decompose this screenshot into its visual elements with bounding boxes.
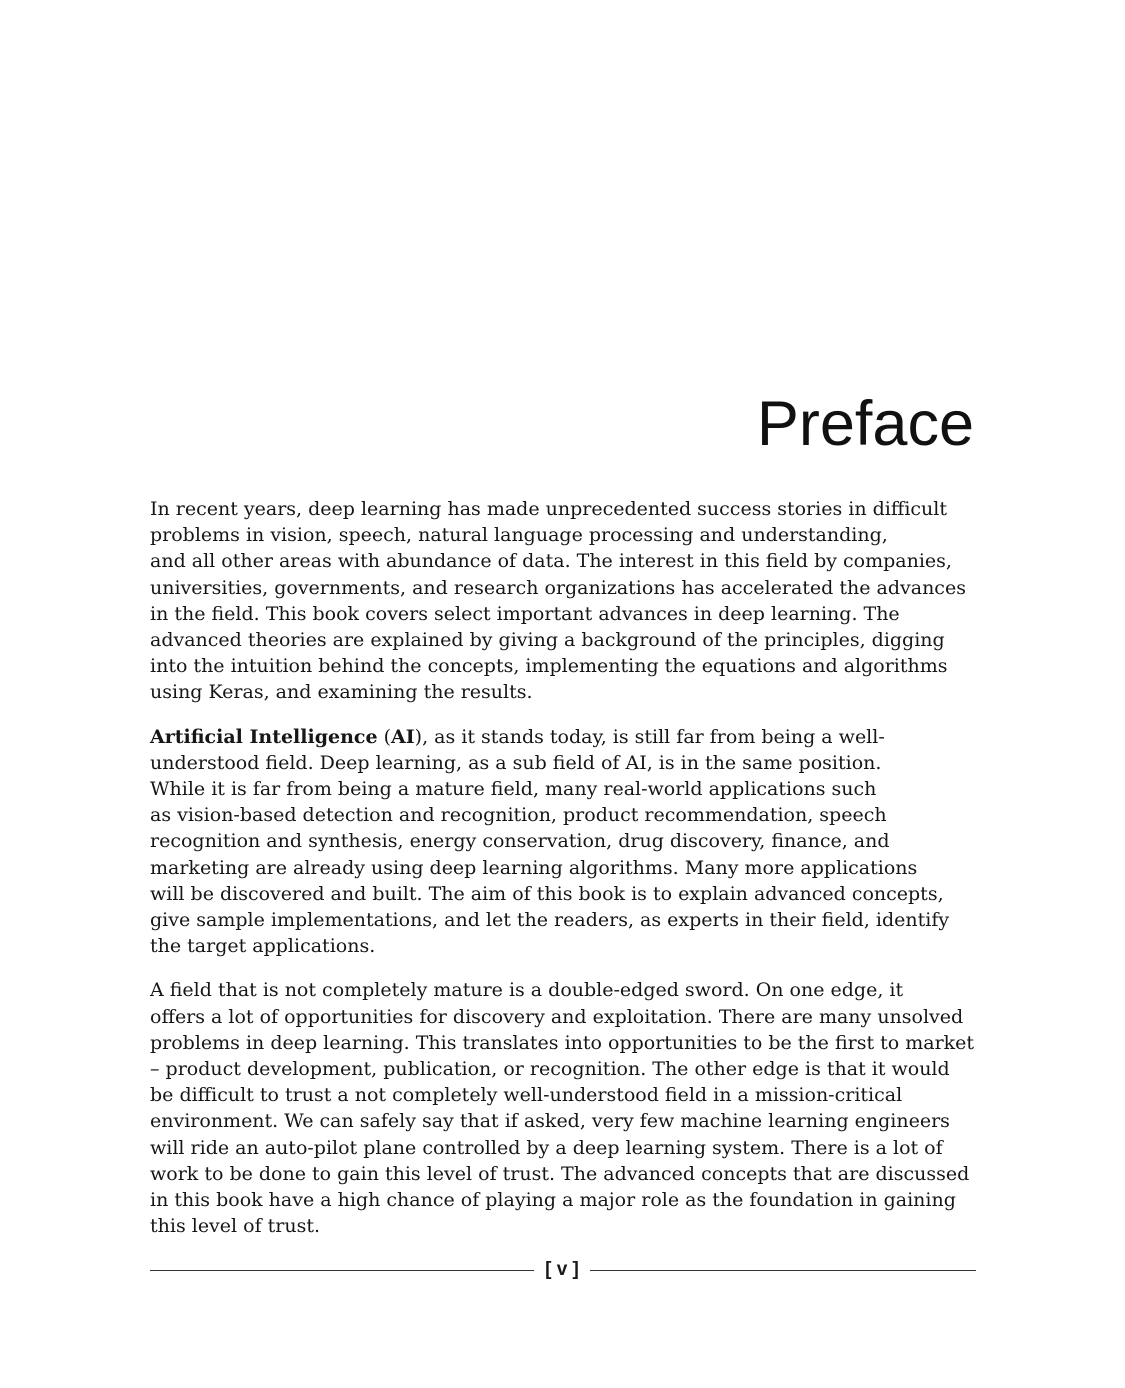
text-line: the target applications. [150,935,376,958]
text-line: in the field. This book covers select important advances in deep learning. The [150,602,900,625]
paragraph-1 [150,496,990,706]
text-line: – product development, publication, or recognition. The other edge is that it would [150,1058,950,1081]
text-line: While it is far from being a mature field, many real-world applications such [150,778,877,801]
footer-rule-right [590,1270,976,1271]
text-fragment: ), as it stands today, is still far from being a well- [414,725,885,748]
paragraph-3 [150,977,990,1239]
text-line: will be discovered and built. The aim of this book is to explain advanced concepts, [150,882,944,905]
page-title: Preface [756,389,974,459]
text-line: A field that is not completely mature is a double-edged sword. On one edge, it [150,979,904,1002]
text-line: marketing are already using deep learning algorithms. Many more applications [150,856,918,879]
text-line: using Keras, and examining the results. [150,681,533,704]
body-text [150,496,990,1257]
text-line: advanced theories are explained by giving a background of the principles, digging [150,629,945,652]
bold-abbreviation: AI [391,725,415,748]
text-line: will ride an auto-pilot plane controlled by a deep learning system. There is a lot of [150,1136,943,1159]
bold-term: Artificial Intelligence [150,725,378,748]
text-line: as vision-based detection and recognition, product recommendation, speech [150,804,887,827]
page-footer [150,1257,976,1283]
text-fragment: ( [377,725,392,748]
text-line: into the intuition behind the concepts, implementing the equations and algorithms [150,655,948,678]
text-line: work to be done to gain this level of trust. The advanced concepts that are discussed [150,1162,970,1185]
text-line [150,724,990,750]
text-line: this level of trust. [150,1215,321,1238]
text-line: recognition and synthesis, energy conservation, drug discovery, finance, and [150,830,890,853]
text-line: In recent years, deep learning has made unprecedented success stories in difficult [150,498,948,520]
text-line: in this book have a high chance of playing a major role as the foundation in gaining [150,1189,956,1212]
text-line: problems in vision, speech, natural language processing and understanding, [150,524,888,547]
text-line: understood field. Deep learning, as a sub field of AI, is in the same position. [150,751,882,774]
text-line: environment. We can safely say that if asked, very few machine learning engineers [150,1110,950,1133]
footer-rule-left [150,1270,534,1271]
text-line: give sample implementations, and let the readers, as experts in their field, identify [150,909,950,932]
paragraph-2 [150,724,990,960]
text-line: be difficult to trust a not completely well-understood field in a mission-critical [150,1084,903,1107]
text-line: and all other areas with abundance of data. The interest in this field by companies, [150,550,952,573]
text-line: problems in deep learning. This translates into opportunities to be the first to market [150,1031,975,1054]
page-number: [ v ] [545,1259,579,1280]
text-line: universities, governments, and research organizations has accelerated the advances [150,576,966,599]
text-line: offers a lot of opportunities for discovery and exploitation. There are many unsolved [150,1005,964,1028]
